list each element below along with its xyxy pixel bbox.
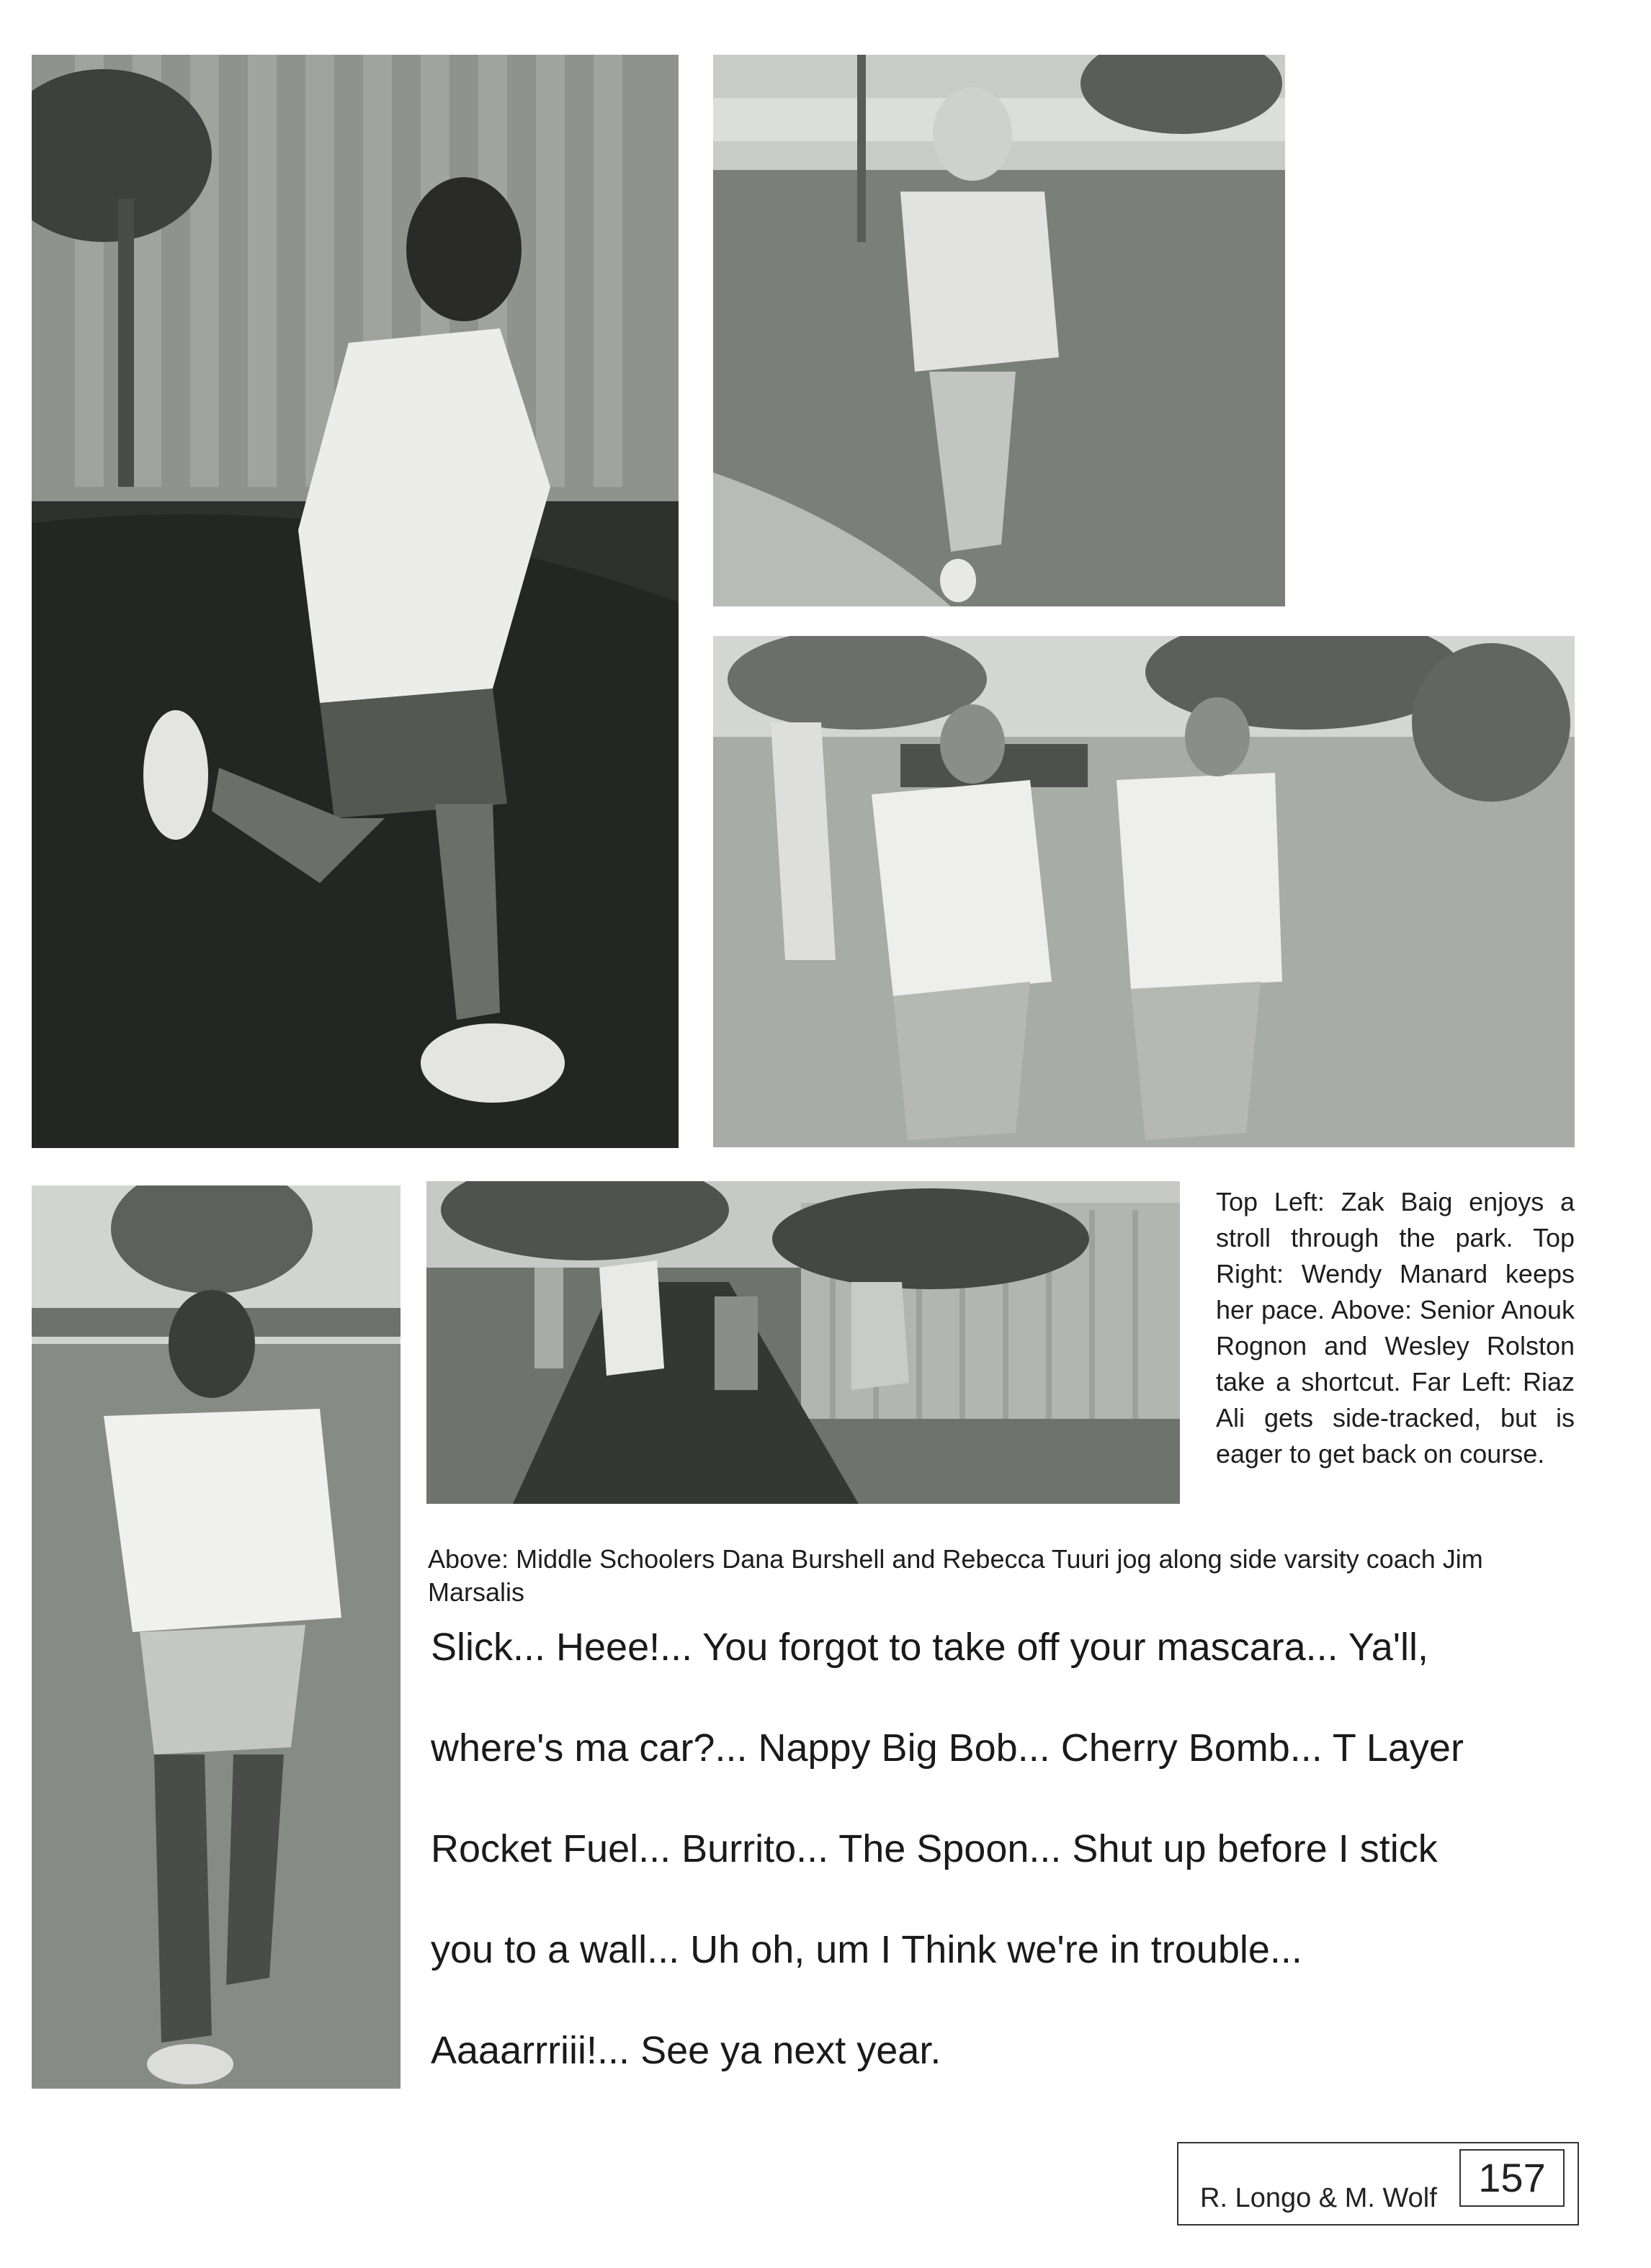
photo-top-left [32, 55, 679, 1148]
quote-line: Slick... Heee!... You forgot to take off your mascara... Ya'll, [431, 1626, 1429, 1669]
quote-line: where's ma car?... Nappy Big Bob... Cherry Bomb... T Layer [431, 1726, 1464, 1770]
photo-top-right [713, 55, 1285, 606]
quote-line: you to a wall... Uh oh, um I Think we're in trouble... [431, 1928, 1302, 1971]
quote-line: Aaaarrriii!... See ya next year. [431, 2029, 941, 2072]
footer-credit-box [1177, 2142, 1579, 2226]
quote-line: Rocket Fuel... Burrito... The Spoon... Shut up before I stick [431, 1827, 1438, 1870]
page-number: 157 [1459, 2149, 1565, 2207]
photo-bottom-left [32, 1185, 401, 2089]
photo-credit: R. Longo & M. Wolf [1200, 2183, 1437, 2213]
photo-caption-right: Top Left: Zak Baig enjoys a stroll through the park. Top Right: Wendy Manard keeps her pace. Above: Senior Anouk Rognon and Wesley Rolston take a shortcut. Far Left: Riaz Ali gets side-tracked, but is eager to get back on course. [1216, 1187, 1575, 1469]
photo-caption-below: Above: Middle Schoolers Dana Burshell and Rebecca Tuuri jog along side varsity coach Jim Marsalis [428, 1544, 1483, 1607]
quotes-block [431, 1622, 1598, 2126]
photo-mid-right [713, 636, 1575, 1147]
photo-bottom-mid [426, 1181, 1180, 1504]
